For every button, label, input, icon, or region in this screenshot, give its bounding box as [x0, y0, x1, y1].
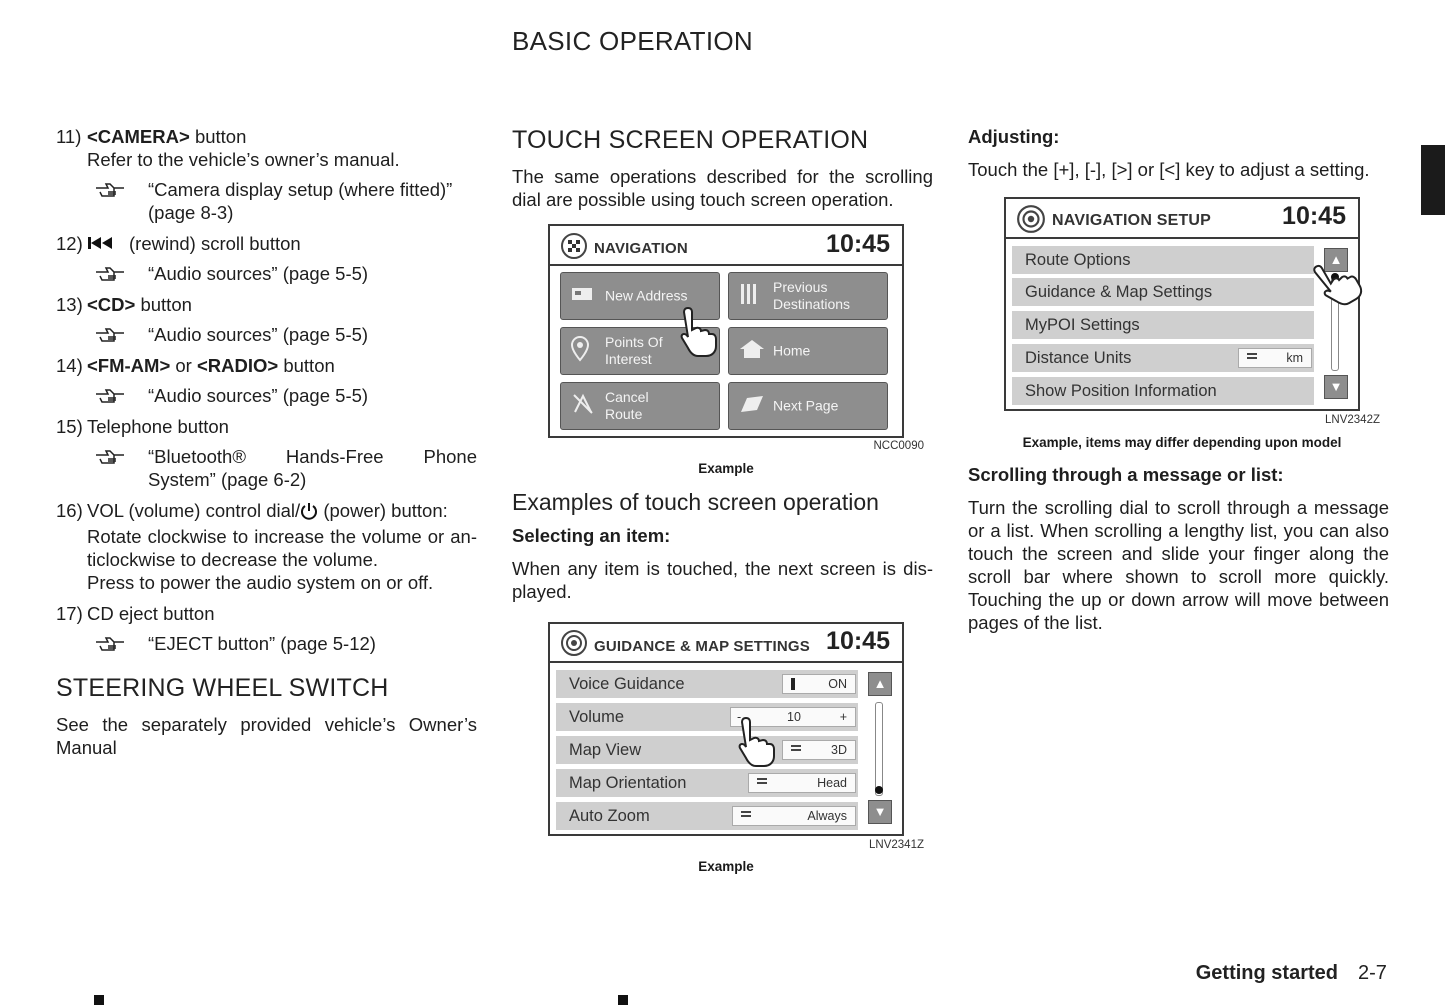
- selecting-item-label: Selecting an item:: [512, 525, 671, 546]
- fm-am-button-label: <FM-AM>: [87, 355, 171, 376]
- show-position-information-row[interactable]: [1012, 377, 1314, 405]
- button-label: Points Of Interest: [605, 334, 663, 367]
- pointing-hand-icon: [56, 632, 148, 655]
- pointing-hand-icon: [56, 178, 148, 224]
- row-label: Guidance & Map Settings: [1025, 283, 1213, 301]
- distance-units-value[interactable]: [1238, 348, 1312, 368]
- reference-text: “Bluetooth® Hands-Free Phone: [148, 446, 477, 467]
- crop-mark: [94, 995, 104, 1005]
- item-number: 14): [56, 355, 83, 376]
- figure-code: LNV2341Z: [869, 839, 924, 851]
- section-text-steering: See the separately provided vehicle’s Owner’s Manual: [56, 714, 477, 758]
- adjusting-text: Touch the [+], [-], [>] or [<] key to adjust a setting.: [968, 159, 1370, 180]
- item-description: Press to power the audio system on or off.: [87, 572, 434, 593]
- pointing-hand-icon: [56, 323, 148, 346]
- screen-title: NAVIGATION SETUP: [1052, 212, 1212, 229]
- row-label: Volume: [569, 708, 625, 726]
- list-item-13: [56, 293, 477, 346]
- item-number: 12): [56, 233, 83, 254]
- next-page-button[interactable]: [728, 382, 888, 430]
- crop-mark: [618, 995, 628, 1005]
- row-label: Map View: [569, 741, 642, 759]
- mypoi-settings-row[interactable]: [1012, 311, 1314, 339]
- column-left: [56, 125, 477, 769]
- item-number: 11): [56, 126, 82, 147]
- column-middle-lower: [512, 488, 933, 613]
- navigation-screen-figure: [548, 224, 904, 438]
- cd-button-label: <CD>: [87, 294, 136, 315]
- item-text: button: [189, 126, 247, 147]
- row-label: Distance Units: [1025, 349, 1132, 367]
- figure-code: LNV2342Z: [1325, 414, 1380, 426]
- item-number: 15): [56, 416, 83, 437]
- scrollbar-track[interactable]: [875, 702, 883, 796]
- item-text: button: [135, 294, 192, 315]
- pointing-finger-icon: [1308, 249, 1371, 318]
- page-header: BASIC OPERATION: [512, 26, 753, 56]
- page-turn-icon: [739, 394, 765, 418]
- power-icon: [300, 502, 318, 525]
- footer-page-number: 2-7: [1358, 962, 1387, 984]
- screen-title: GUIDANCE & MAP SETTINGS: [594, 638, 811, 655]
- footer-section: Getting started: [1195, 962, 1338, 984]
- row-value: Always: [807, 809, 847, 823]
- section-title-touch: TOUCH SCREEN OPERATION: [512, 126, 869, 154]
- reference-text: “EJECT button” (page 5-12): [148, 633, 376, 654]
- guidance-map-settings-figure: [548, 622, 904, 836]
- row-label: MyPOI Settings: [1025, 316, 1140, 334]
- intro-text: The same operations described for the scrolling dial are possible using touch screen operation.: [512, 166, 933, 210]
- list-indicator-icon: [791, 745, 801, 755]
- item-text: VOL (volume) control dial/: [87, 500, 301, 521]
- home-icon: [739, 339, 765, 363]
- checkered-flag-icon: [560, 232, 588, 265]
- adjusting-label: Adjusting:: [968, 126, 1060, 147]
- button-label: Cancel Route: [605, 389, 649, 422]
- list-item-16: [56, 499, 477, 594]
- map-pin-icon: [571, 336, 589, 366]
- guidance-map-settings-row[interactable]: [1012, 278, 1314, 306]
- map-view-row[interactable]: [556, 736, 858, 764]
- row-label: Auto Zoom: [569, 807, 650, 825]
- list-item-11: [56, 125, 477, 224]
- scroll-up-button[interactable]: ▲: [868, 672, 892, 696]
- voice-guidance-row[interactable]: [556, 670, 858, 698]
- reference-text: “Camera display setup (where fitted)”: [148, 179, 453, 200]
- list-item-15: [56, 415, 477, 491]
- scrolling-label: Scrolling through a message or list:: [968, 464, 1284, 485]
- item-text: CD eject button: [87, 603, 215, 624]
- home-button[interactable]: [728, 327, 888, 375]
- route-options-row[interactable]: [1012, 246, 1314, 274]
- map-orientation-row[interactable]: [556, 769, 858, 797]
- reference: [56, 178, 477, 224]
- auto-zoom-row[interactable]: [556, 802, 858, 830]
- settings-gear-icon: [1016, 204, 1046, 239]
- screen-clock: 10:45: [1282, 202, 1346, 230]
- column-right-lower: [968, 463, 1389, 644]
- scrolling-text: Turn the scrolling dial to scroll through a message or a list. When scrolling a lengthy list, you can also touch the screen and slide your finger along the scroll bar where shown to scroll more quickly. Touching the up or down arrow will move between pages of the list.: [968, 497, 1389, 633]
- row-value: 10: [787, 710, 801, 724]
- row-value: ON: [828, 677, 847, 691]
- reference-page: (page 8-3): [148, 202, 234, 223]
- divider: [550, 264, 902, 266]
- chapter-tab: [1421, 145, 1445, 215]
- button-label: Home: [773, 342, 811, 359]
- reference: [56, 632, 477, 655]
- scroll-down-button[interactable]: ▼: [1324, 375, 1348, 399]
- pointing-hand-icon: [56, 384, 148, 407]
- pointing-finger-icon: [680, 306, 720, 363]
- screen-title: NAVIGATION: [594, 240, 688, 257]
- auto-zoom-value[interactable]: [732, 806, 856, 826]
- scrollbar-knob[interactable]: [875, 786, 883, 794]
- list-item-14: [56, 354, 477, 407]
- item-text: or: [170, 355, 197, 376]
- row-value: Head: [817, 776, 847, 790]
- item-text: (rewind) scroll button: [129, 233, 301, 254]
- row-label: Voice Guidance: [569, 675, 685, 693]
- pointing-finger-icon: [738, 716, 778, 773]
- reference: [56, 262, 477, 285]
- reference-text: “Audio sources” (page 5-5): [148, 324, 369, 345]
- camera-button-label: <CAMERA>: [87, 126, 190, 147]
- row-label: Route Options: [1025, 251, 1131, 269]
- item-number: 16): [56, 500, 83, 521]
- reference: [56, 384, 477, 407]
- reference: [56, 445, 477, 491]
- list-item-17: [56, 602, 477, 655]
- divider: [1006, 237, 1358, 239]
- subsection-title: Examples of touch screen operation: [512, 489, 879, 515]
- button-label: Previous Destinations: [773, 279, 851, 312]
- item-text: (power) button:: [318, 500, 448, 521]
- volume-minus-button[interactable]: -: [737, 710, 742, 724]
- item-text: button: [278, 355, 335, 376]
- navigation-setup-figure: [1004, 197, 1360, 411]
- item-number: 13): [56, 294, 83, 315]
- list-indicator-icon: [741, 811, 751, 821]
- divider: [550, 661, 902, 663]
- list-item-12: [56, 232, 477, 285]
- column-right: [968, 125, 1389, 191]
- cancel-route-button[interactable]: [560, 382, 720, 430]
- button-label: Next Page: [773, 397, 839, 414]
- row-label: Map Orientation: [569, 774, 687, 792]
- item-description: Rotate clockwise to increase the volume or an-ticlockwise to decrease the volume.: [87, 526, 477, 570]
- figure-caption: Example, items may differ depending upon model: [1022, 435, 1342, 450]
- pointing-hand-icon: [56, 262, 148, 285]
- list-indicator-icon: [1247, 353, 1257, 363]
- volume-plus-button[interactable]: +: [839, 710, 847, 724]
- figure-caption: Example: [698, 859, 754, 874]
- column-middle: [512, 125, 933, 221]
- rewind-icon: [87, 232, 129, 255]
- screen-clock: 10:45: [826, 230, 890, 258]
- radio-button-label: <RADIO>: [196, 355, 279, 376]
- map-view-value[interactable]: [782, 740, 856, 760]
- item-number: 17): [56, 603, 83, 624]
- reference-text: “Audio sources” (page 5-5): [148, 263, 369, 284]
- reference-text: “Audio sources” (page 5-5): [148, 385, 369, 406]
- toggle-indicator: [791, 678, 795, 690]
- flag-stack-icon: [739, 282, 761, 310]
- address-card-icon: [571, 286, 593, 306]
- screen-clock: 10:45: [826, 627, 890, 655]
- row-label: Show Position Information: [1025, 382, 1217, 400]
- row-value: km: [1286, 351, 1303, 365]
- pointing-hand-icon: [56, 445, 148, 491]
- button-label: New Address: [605, 287, 688, 304]
- item-description: Refer to the vehicle’s owner’s manual.: [87, 149, 400, 170]
- previous-destinations-button[interactable]: [728, 272, 888, 320]
- settings-gear-icon: [560, 629, 588, 662]
- item-text: Telephone button: [87, 416, 229, 437]
- scroll-down-button[interactable]: ▼: [868, 800, 892, 824]
- map-orientation-value[interactable]: [748, 773, 856, 793]
- figure-code: NCC0090: [873, 440, 924, 452]
- voice-guidance-toggle[interactable]: [782, 674, 856, 694]
- section-title-steering: STEERING WHEEL SWITCH: [56, 674, 389, 702]
- list-indicator-icon: [757, 778, 767, 788]
- cancel-route-icon: [571, 392, 595, 420]
- reference-page: System” (page 6-2): [148, 469, 307, 490]
- distance-units-row[interactable]: [1012, 344, 1314, 372]
- reference: [56, 323, 477, 346]
- scroll-up-button[interactable]: ▲: [1324, 248, 1348, 272]
- volume-row[interactable]: [556, 703, 858, 731]
- figure-caption: Example: [698, 461, 754, 476]
- selecting-item-text: When any item is touched, the next screen is dis-played.: [512, 558, 933, 602]
- row-value: 3D: [831, 743, 847, 757]
